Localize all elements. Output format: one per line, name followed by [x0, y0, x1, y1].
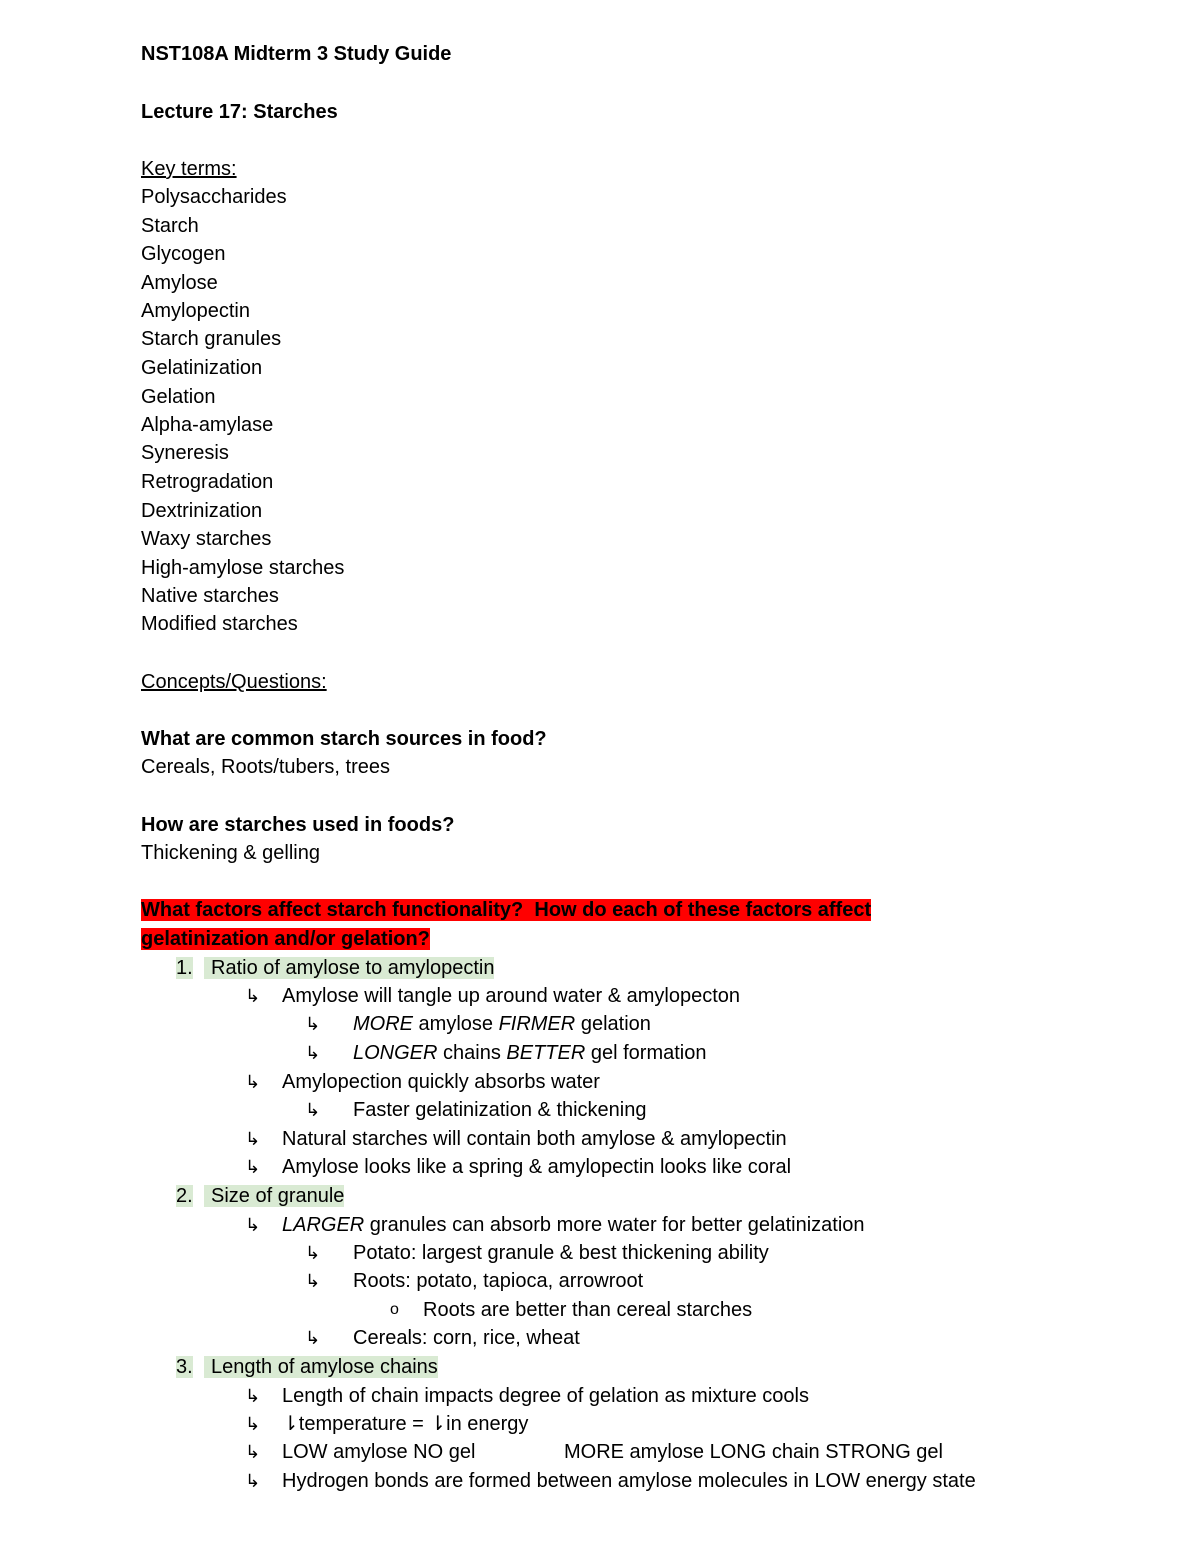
factor-point: Amylopection quickly absorbs water: [282, 1071, 600, 1093]
factor-label: Size of granule: [204, 1182, 344, 1210]
arrow-bullet-icon: ↳: [305, 1100, 321, 1120]
factor-number: 1.: [176, 957, 193, 979]
arrow-bullet-icon: ↳: [245, 1471, 261, 1491]
factor-subpoint: Faster gelatinization & thickening: [353, 1099, 647, 1121]
key-term: Alpha-amylase: [141, 414, 274, 436]
question: How are starches used in foods?: [141, 814, 455, 836]
arrow-bullet-icon: ↳: [245, 1386, 261, 1406]
key-term: High-amylose starches: [141, 557, 345, 579]
question-highlighted-line-2: gelatinization and/or gelation?: [141, 928, 430, 950]
factor-point: LOW amylose NO gel: [282, 1441, 476, 1463]
factor-number: 2.: [176, 1185, 193, 1207]
factor-subsubpoint: Roots are better than cereal starches: [423, 1299, 753, 1321]
circle-bullet-icon: o: [390, 1301, 399, 1318]
factor-point: ⇂temperature = ⇂in energy: [282, 1413, 529, 1435]
arrow-bullet-icon: ↳: [305, 1014, 321, 1034]
arrow-bullet-icon: ↳: [245, 1215, 261, 1235]
key-term: Starch: [141, 215, 199, 237]
arrow-bullet-icon: ↳: [305, 1271, 321, 1291]
key-term: Starch granules: [141, 328, 282, 350]
factor-point: LARGER granules can absorb more water for better gelatinization: [282, 1214, 865, 1236]
factor-label: Ratio of amylose to amylopectin: [204, 954, 494, 982]
key-term: Amylose: [141, 272, 218, 294]
factor-subpoint: Cereals: corn, rice, wheat: [353, 1327, 580, 1349]
factor-label: Length of amylose chains: [204, 1353, 438, 1381]
factor-subpoint: LONGER chains BETTER gel formation: [353, 1042, 707, 1064]
factor-point: Length of chain impacts degree of gelation as mixture cools: [282, 1385, 809, 1407]
arrow-bullet-icon: ↳: [245, 1442, 261, 1462]
key-terms-heading: Key terms:: [141, 158, 237, 180]
factor-number: 3.: [176, 1356, 193, 1378]
key-term: Gelatinization: [141, 357, 263, 379]
arrow-bullet-icon: ↳: [245, 1072, 261, 1092]
answer: Cereals, Roots/tubers, trees: [141, 756, 390, 778]
key-term: Dextrinization: [141, 500, 263, 522]
factor-point: MORE amylose LONG chain STRONG gel: [564, 1441, 943, 1463]
key-term: Glycogen: [141, 243, 226, 265]
arrow-bullet-icon: ↳: [245, 1129, 261, 1149]
document-title: NST108A Midterm 3 Study Guide: [141, 43, 452, 65]
factor-subpoint: MORE amylose FIRMER gelation: [353, 1013, 651, 1035]
factor-subpoint: Roots: potato, tapioca, arrowroot: [353, 1270, 644, 1292]
factor-point: Amylose looks like a spring & amylopectin looks like coral: [282, 1156, 792, 1178]
arrow-bullet-icon: ↳: [305, 1328, 321, 1348]
arrow-bullet-icon: ↳: [245, 1414, 261, 1434]
factor-point: Hydrogen bonds are formed between amylose molecules in LOW energy state: [282, 1470, 976, 1492]
key-term: Polysaccharides: [141, 186, 287, 208]
factor-subpoint: Potato: largest granule & best thickening ability: [353, 1242, 769, 1264]
key-term: Gelation: [141, 386, 216, 408]
concepts-heading: Concepts/Questions:: [141, 671, 327, 693]
question: What are common starch sources in food?: [141, 728, 547, 750]
key-term: Syneresis: [141, 442, 229, 464]
arrow-bullet-icon: ↳: [305, 1043, 321, 1063]
factor-point: Amylose will tangle up around water & amylopecton: [282, 985, 741, 1007]
question-highlighted-line-1: What factors affect starch functionality? How do each of these factors affect: [141, 899, 872, 921]
arrow-bullet-icon: ↳: [245, 986, 261, 1006]
key-term: Waxy starches: [141, 528, 272, 550]
key-term: Native starches: [141, 585, 279, 607]
key-term: Modified starches: [141, 613, 298, 635]
key-term: Amylopectin: [141, 300, 250, 322]
arrow-bullet-icon: ↳: [305, 1243, 321, 1263]
lecture-heading: Lecture 17: Starches: [141, 101, 338, 123]
answer: Thickening & gelling: [141, 842, 320, 864]
arrow-bullet-icon: ↳: [245, 1157, 261, 1177]
factor-point: Natural starches will contain both amylose & amylopectin: [282, 1128, 787, 1150]
key-term: Retrogradation: [141, 471, 274, 493]
